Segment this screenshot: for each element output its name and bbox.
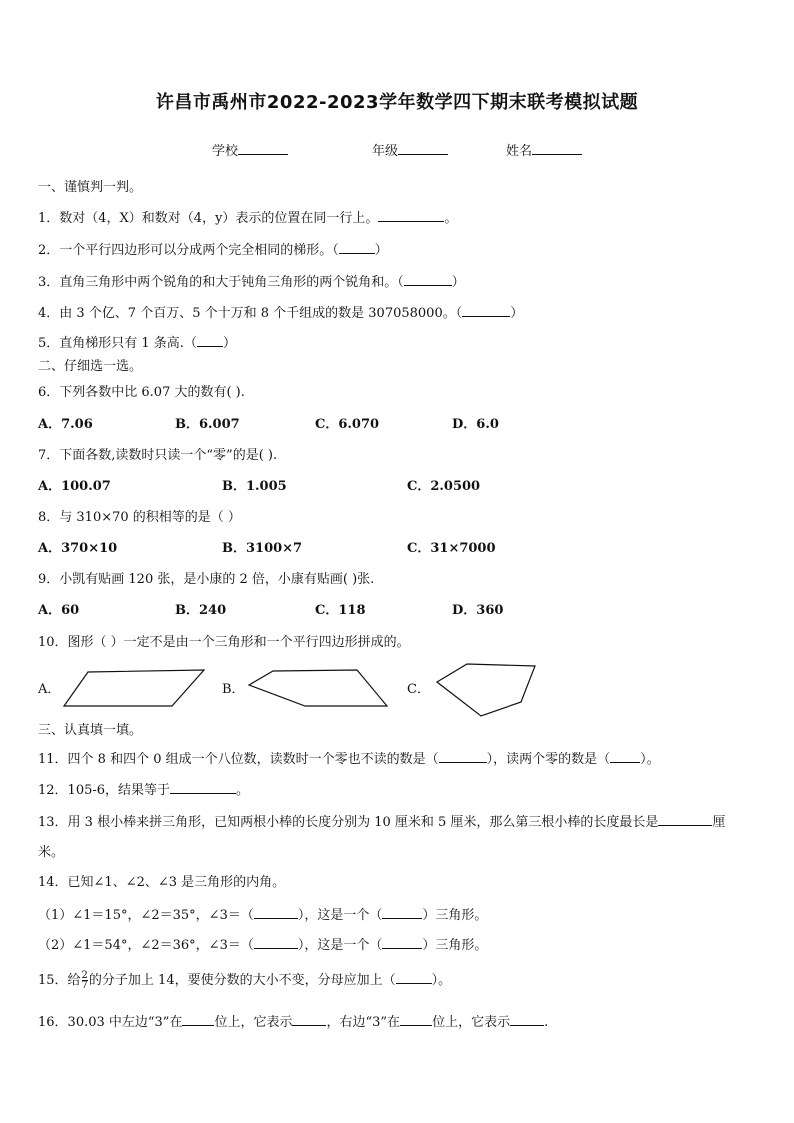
q2-blank[interactable] bbox=[339, 240, 375, 254]
q14-2-type-blank[interactable] bbox=[382, 935, 422, 949]
q10-shape-c-pentagon bbox=[433, 662, 538, 720]
section-heading-choose: 二、仔细选一选。 bbox=[38, 359, 143, 374]
q4-blank[interactable] bbox=[462, 303, 510, 317]
question-1: 1．数对（4，X）和数对（4，y）表示的位置在同一行上。 。 bbox=[38, 208, 457, 227]
q16-blank-1[interactable] bbox=[182, 1012, 214, 1026]
q14-1-type-blank[interactable] bbox=[382, 905, 422, 919]
question-4: 4．由 3 个亿、7 个百万、5 个十万和 8 个千组成的数是 307058000。（ ） bbox=[38, 303, 523, 322]
question-15: 15．给 $\frac{2}{7}$ 的分子加上 14，要使分数的大小不变，分母应加上（ ）。 bbox=[38, 970, 452, 991]
q9-option-a[interactable]: A．60 bbox=[38, 603, 80, 618]
question-13: 13．用 3 根小棒来拼三角形，已知两根小棒的长度分别为 10 厘米和 5 厘米，那么第三根小棒的长度最长是 厘 bbox=[38, 812, 725, 831]
q14-2-angle-blank[interactable] bbox=[254, 935, 298, 949]
school-field[interactable] bbox=[212, 140, 288, 159]
question-14-1: （1）∠1＝15°，∠2＝35°，∠3＝（ ），这是一个（ ）三角形。 bbox=[38, 905, 487, 924]
page-title: 许昌市禹州市2022-2023学年数学四下期末联考模拟试题 bbox=[155, 92, 639, 113]
q1-blank[interactable] bbox=[378, 208, 444, 222]
q9-option-c[interactable]: C．118 bbox=[315, 603, 366, 618]
name-blank[interactable] bbox=[532, 141, 582, 155]
grade-blank[interactable] bbox=[398, 141, 448, 155]
q8-option-a[interactable]: A．370×10 bbox=[38, 541, 118, 556]
q7-option-a[interactable]: A．100.07 bbox=[38, 479, 111, 494]
q10-option-b[interactable]: B． bbox=[222, 682, 245, 697]
question-8: 8．与 310×70 的积相等的是（ ） bbox=[38, 510, 241, 525]
q3-blank[interactable] bbox=[404, 272, 452, 286]
question-16: 16．30.03 中左边“3”在 位上，它表示 ，右边“3”在 位上，它表示 . bbox=[38, 1012, 548, 1031]
q14-1-angle-blank[interactable] bbox=[254, 905, 298, 919]
q5-blank[interactable] bbox=[197, 333, 223, 347]
q15-blank[interactable] bbox=[396, 970, 432, 984]
q10-option-c[interactable]: C． bbox=[407, 682, 430, 697]
q6-option-d[interactable]: D．6.0 bbox=[452, 417, 499, 432]
q6-option-a[interactable]: A．7.06 bbox=[38, 417, 93, 432]
q8-option-b[interactable]: B．3100×7 bbox=[222, 541, 303, 556]
question-3: 3．直角三角形中两个锐角的和大于钝角三角形的两个锐角和。（ ） bbox=[38, 272, 465, 291]
q8-option-c[interactable]: C．31×7000 bbox=[407, 541, 496, 556]
q10-shape-b-pentagon bbox=[245, 667, 390, 709]
q7-option-b[interactable]: B．1.005 bbox=[222, 479, 287, 494]
section-heading-fill: 三、认真填一填。 bbox=[38, 723, 143, 738]
q10-shape-a-trapezoid bbox=[60, 668, 210, 708]
question-9: 9．小凯有贴画 120 张，是小康的 2 倍，小康有贴画( )张. bbox=[38, 572, 375, 587]
q6-option-b[interactable]: B．6.007 bbox=[175, 417, 240, 432]
school-blank[interactable] bbox=[238, 141, 288, 155]
q13-blank[interactable] bbox=[658, 812, 712, 826]
q12-blank[interactable] bbox=[170, 780, 236, 794]
section-heading-judge: 一、谨慎判一判。 bbox=[38, 180, 143, 195]
fraction-two-sevenths: $\frac{2}{7}$ bbox=[81, 970, 88, 991]
question-6: 6．下列各数中比 6.07 大的数有( ). bbox=[38, 385, 245, 400]
q16-blank-4[interactable] bbox=[510, 1012, 544, 1026]
question-2: 2．一个平行四边形可以分成两个完全相同的梯形。（ ） bbox=[38, 240, 388, 259]
q11-blank-1[interactable] bbox=[439, 749, 487, 763]
question-7: 7．下面各数,读数时只读一个“零”的是( ). bbox=[38, 448, 278, 463]
question-5: 5．直角梯形只有 1 条高.（ ） bbox=[38, 333, 236, 352]
grade-label: 年级 bbox=[372, 144, 399, 159]
name-field[interactable] bbox=[506, 140, 582, 159]
question-14: 14．已知∠1、∠2、∠3 是三角形的内角。 bbox=[38, 875, 286, 890]
q10-option-a[interactable]: A． bbox=[38, 682, 61, 697]
q9-option-b[interactable]: B．240 bbox=[175, 603, 227, 618]
q16-blank-2[interactable] bbox=[292, 1012, 326, 1026]
q11-blank-2[interactable] bbox=[610, 749, 640, 763]
question-11: 11．四个 8 和四个 0 组成一个八位数，读数时一个零也不读的数是（ ），读两个零的数是（ ）。 bbox=[38, 749, 660, 768]
q6-option-c[interactable]: C．6.070 bbox=[315, 417, 380, 432]
question-14-2: （2）∠1＝54°，∠2＝36°，∠3＝（ ），这是一个（ ）三角形。 bbox=[38, 935, 487, 954]
question-12: 12．105-6，结果等于 。 bbox=[38, 780, 249, 799]
question-13-cont: 米。 bbox=[38, 845, 65, 860]
q7-option-c[interactable]: C．2.0500 bbox=[407, 479, 481, 494]
q16-blank-3[interactable] bbox=[400, 1012, 432, 1026]
name-label: 姓名 bbox=[506, 144, 533, 159]
grade-field[interactable] bbox=[372, 140, 448, 159]
q9-option-d[interactable]: D．360 bbox=[452, 603, 504, 618]
question-10: 10．图形（ ）一定不是由一个三角形和一个平行四边形拼成的。 bbox=[38, 635, 410, 650]
school-label: 学校 bbox=[212, 144, 239, 159]
